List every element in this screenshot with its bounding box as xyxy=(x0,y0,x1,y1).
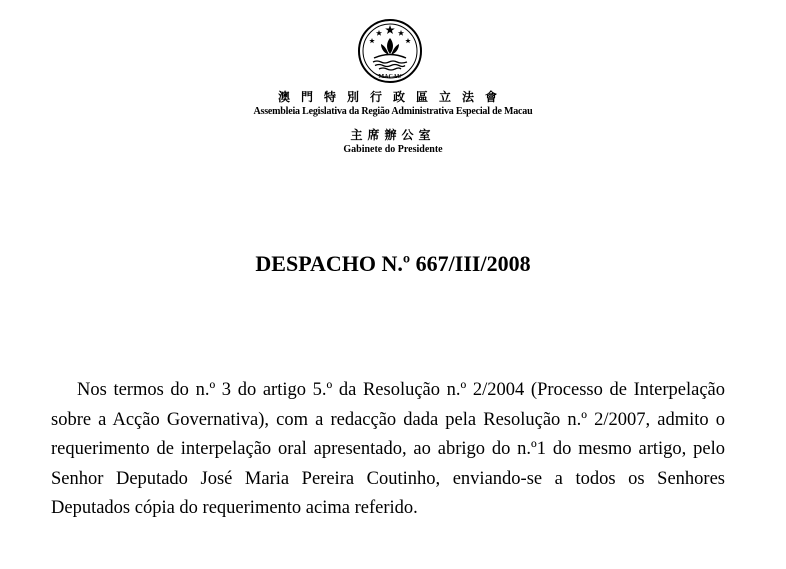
institution-name-portuguese: Assembleia Legislativa da Região Administrativa Especial de Macau xyxy=(253,106,533,117)
emblem-caption: MACAU xyxy=(378,74,402,80)
document-body-paragraph: Nos termos do n.º 3 do artigo 5.º da Resolução n.º 2/2004 (Processo de Interpelação sobre a Acção Governativa), com a redacção dada pela Resolução n.º 2/2007, admito o requerimento de interpelação oral apresentado, ao abrigo do n.º1 do mesmo artigo, pelo Senhor Deputado José Maria Pereira Coutinho, enviando-se a todos os Senhores Deputados cópia do requerimento acima referido. xyxy=(51,380,725,518)
document-title: DESPACHO N.º 667/III/2008 xyxy=(255,251,531,276)
office-name-portuguese: Gabinete do Presidente xyxy=(343,144,443,155)
office-name-chinese: 主席辦公室 xyxy=(350,128,436,142)
institution-name-chinese: 澳門特別行政區立法會 xyxy=(277,90,508,104)
macau-emblem-icon xyxy=(357,18,423,84)
